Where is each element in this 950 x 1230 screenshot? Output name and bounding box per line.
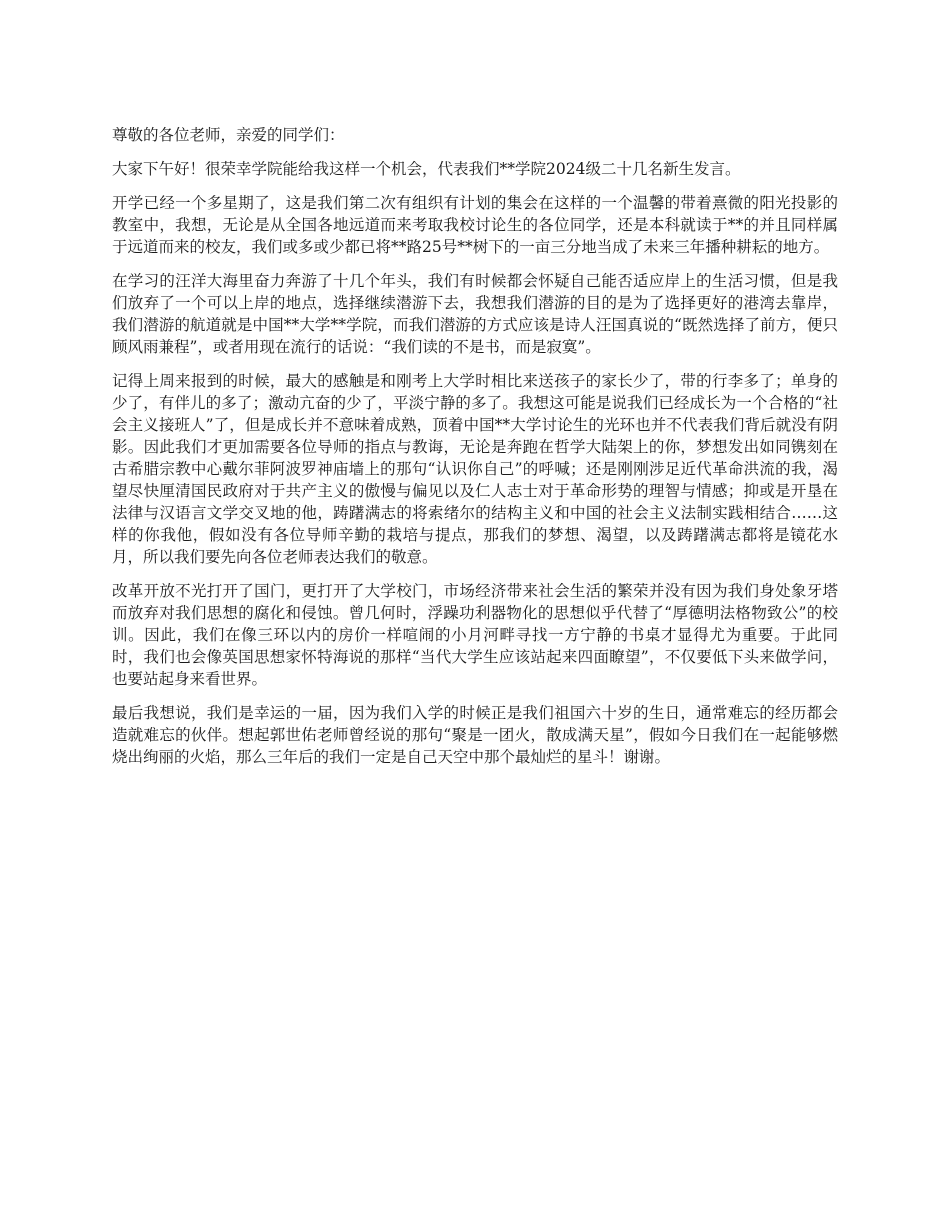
opening-paragraph: 大家下午好！很荣幸学院能给我这样一个机会，代表我们**学院2024级二十几名新生发言。 bbox=[112, 160, 741, 178]
speech-body bbox=[112, 124, 838, 780]
body-paragraph-3: 记得上周来报到的时候，最大的感触是和刚考上大学时相比来送孩子的家长少了，带的行李多了；单身的少了，有伴儿的多了；激动亢奋的少了，平淡宁静的多了。我想这可能是说我们已经成长为一个合格的“社会主义接班人”了，但是成长并不意味着成熟，顶着中国**大学讨论生的光环也并不代表我们背后就没有阴影。因此我们才更加需要各位导师的指点与教诲，无论是奔跑在哲学大陆架上的你，梦想发出如同镌刻在古希腊宗教中心戴尔菲阿波罗神庙墙上的那句“认识你自己”的呼喊；还是刚刚涉足近代革命洪流的我，渴望尽快厘清国民政府对于共产主义的傲慢与偏见以及仁人志士对于革命形势的理智与情感；抑或是开垦在法律与汉语言文学交叉地的他，踌躇满志的将索绪尔的结构主义和中国的社会主义法制实践相结合……这样的你我他，假如没有各位导师辛勤的栽培与提点，那我们的梦想、渴望，以及踌躇满志都将是镜花水月，所以我们要先向各位老师表达我们的敬意。 bbox=[112, 372, 838, 566]
body-paragraph-4: 改革开放不光打开了国门，更打开了大学校门，市场经济带来社会生活的繁荣并没有因为我们身处象牙塔而放弃对我们思想的腐化和侵蚀。曾几何时，浮躁功利器物化的思想似乎代替了“厚德明法格物致公”的校训。因此，我们在像三环以内的房价一样喧闹的小月河畔寻找一方宁静的书桌才显得尤为重要。于此同时，我们也会像英国思想家怀特海说的那样“当代大学生应该站起来四面瞭望”，不仅要低下头来做学问，也要站起身来看世界。 bbox=[112, 582, 838, 688]
body-paragraph-1: 开学已经一个多星期了，这是我们第二次有组织有计划的集会在这样的一个温馨的带着熹微的阳光投影的教室中，我想，无论是从全国各地远道而来考取我校讨论生的各位同学，还是本科就读于**的并且同样属于远道而来的校友，我们或多或少都已将**路25号**树下的一亩三分地当成了未来三年播种耕耘的地方。 bbox=[112, 194, 838, 256]
greeting-paragraph: 尊敬的各位老师，亲爱的同学们： bbox=[112, 126, 345, 144]
body-paragraph-2: 在学习的汪洋大海里奋力奔游了十几个年头，我们有时候都会怀疑自己能否适应岸上的生活习惯，但是我们放弃了一个可以上岸的地点，选择继续潜游下去，我想我们潜游的目的是为了选择更好的港湾去靠岸，我们潜游的航道就是中国**大学**学院，而我们潜游的方式应该是诗人汪国真说的“既然选择了前方，便只顾风雨兼程”，或者用现在流行的话说：“我们读的不是书，而是寂寞”。 bbox=[112, 272, 838, 356]
closing-paragraph: 最后我想说，我们是幸运的一届，因为我们入学的时候正是我们祖国六十岁的生日，通常难忘的经历都会造就难忘的伙伴。想起郭世佑老师曾经说的那句“聚是一团火，散成满天星”，假如今日我们在一起能够燃烧出绚丽的火焰，那么三年后的我们一定是自己天空中那个最灿烂的星斗！谢谢。 bbox=[112, 704, 838, 766]
